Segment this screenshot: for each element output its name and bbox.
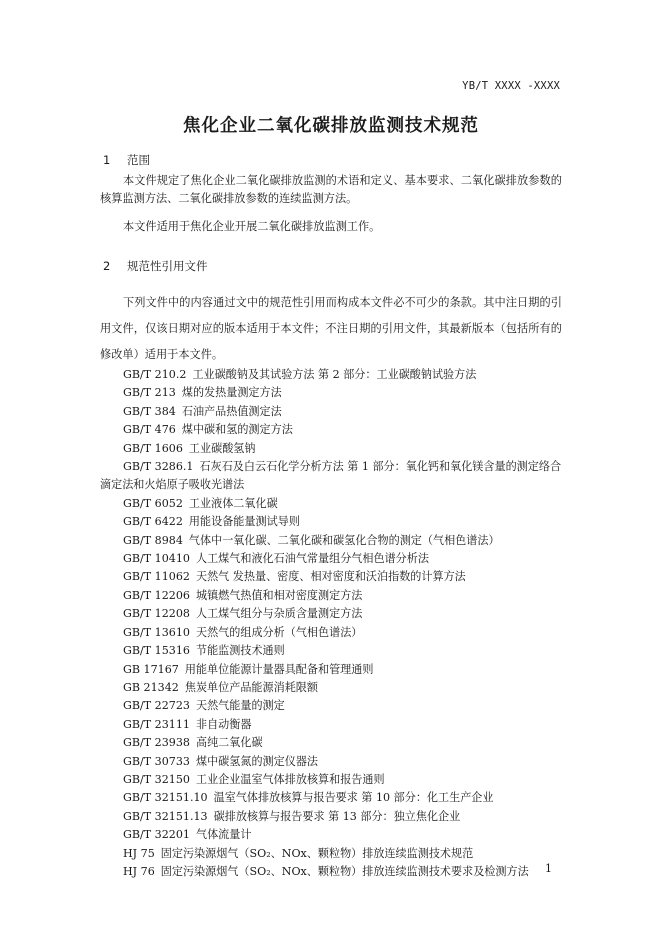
reference-code: GB/T 30733 [123, 754, 190, 768]
scope-paragraph-1: 本文件规定了焦化企业二氧化碳排放监测的术语和定义、基本要求、二氧化碳排放参数的核算监测方法、二氧化碳排放参数的连续监测方法。 [100, 174, 562, 205]
reference-item [100, 440, 562, 458]
reference-code: GB/T 32151.13 [123, 809, 208, 823]
standard-code: YB/T XXXX -XXXX [462, 80, 560, 92]
reference-code: GB/T 12208 [123, 607, 190, 621]
reference-item [100, 808, 562, 826]
reference-title: 天然气的组成分析（气相色谱法） [195, 625, 363, 639]
reference-item [100, 753, 562, 771]
reference-item [100, 642, 562, 660]
reference-item [100, 568, 562, 586]
reference-item [100, 789, 562, 807]
reference-title: 煤中碳氢氮的测定仪器法 [195, 754, 319, 768]
reference-code: GB/T 32201 [123, 828, 190, 842]
reference-code: GB/T 13610 [123, 625, 190, 639]
reference-item [100, 421, 562, 439]
document-title: 焦化企业二氧化碳排放监测技术规范 [183, 116, 479, 136]
reference-item [100, 716, 562, 734]
reference-item [100, 366, 562, 384]
reference-code: GB/T 10410 [123, 552, 190, 566]
section-heading-normative-references [103, 258, 208, 274]
reference-title: 煤的发热量测定方法 [181, 386, 282, 400]
reference-item [100, 863, 562, 881]
reference-code: GB/T 11062 [123, 570, 190, 584]
reference-title: 气体中一氧化碳、二氧化碳和碳氢化合物的测定（气相色谱法） [188, 533, 500, 547]
reference-code: GB/T 22723 [123, 699, 190, 713]
reference-item [100, 605, 562, 623]
section-number: 2 [103, 259, 111, 273]
reference-code: GB/T 32150 [123, 772, 190, 786]
reference-code: GB 17167 [123, 662, 179, 676]
reference-title: 高纯二氧化碳 [195, 736, 263, 750]
reference-item [100, 771, 562, 789]
reference-item [100, 587, 562, 605]
scope-paragraph-2: 本文件适用于焦化企业开展二氧化碳排放监测工作。 [123, 220, 381, 233]
reference-title: 工业企业温室气体排放核算和报告通则 [195, 772, 385, 786]
reference-title: 人工煤气和液化石油气常量组分气相色谱分析法 [195, 552, 429, 566]
reference-title: 煤中碳和氢的测定方法 [181, 423, 293, 437]
reference-code: HJ 76 [123, 864, 155, 878]
reference-item [100, 661, 562, 679]
reference-code: HJ 75 [123, 846, 155, 860]
reference-title: 固定污染源烟气（SO₂、NOx、颗粒物）排放连续监测技术要求及检测方法 [160, 864, 529, 878]
reference-title: 用能设备能量测试导则 [188, 515, 300, 529]
reference-code: GB/T 12206 [123, 588, 190, 602]
reference-code: GB/T 32151.10 [123, 791, 208, 805]
reference-item [100, 384, 562, 402]
reference-item [100, 532, 562, 550]
reference-item [100, 734, 562, 752]
reference-title: 温室气体排放核算与报告要求 第 10 部分：化工生产企业 [213, 791, 494, 805]
reference-title: 工业液体二氧化碳 [188, 496, 278, 510]
reference-code: GB/T 213 [123, 386, 176, 400]
reference-item [100, 697, 562, 715]
section-title: 范围 [127, 153, 150, 167]
reference-item [100, 403, 562, 421]
reference-code: GB/T 23938 [123, 736, 190, 750]
section-title: 规范性引用文件 [127, 259, 208, 273]
reference-title: 节能监测技术通则 [195, 644, 285, 658]
reference-code: GB/T 6052 [123, 496, 183, 510]
reference-title: 石油产品热值测定法 [181, 404, 282, 418]
reference-title: 城镇燃气热值和相对密度测定方法 [195, 588, 363, 602]
reference-item [100, 624, 562, 642]
reference-item [100, 679, 562, 697]
reference-title: 天然气能量的测定 [195, 699, 285, 713]
reference-code: GB/T 23111 [123, 717, 190, 731]
section-heading-scope [103, 152, 150, 168]
reference-title: 人工煤气组分与杂质含量测定方法 [195, 607, 363, 621]
reference-list [100, 366, 562, 881]
reference-title: 用能单位能源计量器具配备和管理通则 [184, 662, 374, 676]
reference-title: 工业碳酸钠及其试验方法 第 2 部分：工业碳酸钠试验方法 [192, 368, 477, 381]
section-number: 1 [103, 153, 111, 167]
reference-code: GB/T 15316 [123, 644, 190, 658]
reference-title: 天然气 发热量、密度、相对密度和沃泊指数的计算方法 [195, 570, 466, 584]
reference-item [100, 845, 562, 863]
reference-code: GB/T 476 [123, 423, 176, 437]
references-intro-paragraph: 下列文件中的内容通过文中的规范性引用而构成本文件必不可少的条款。其中注日期的引用文件，仅该日期对应的版本适用于本文件；不注日期的引用文件，其最新版本（包括所有的修改单）适用于本文件。 [100, 296, 562, 361]
reference-title: 石灰石及白云石化学分析方法 第 1 部分：氧化钙和氧化镁含量的测定络合滴定法和火焰原子吸收光谱法 [100, 460, 562, 492]
reference-title: 非自动衡器 [195, 717, 252, 731]
reference-title: 气体流量计 [195, 828, 252, 842]
reference-item [100, 513, 562, 531]
reference-code: GB/T 210.2 [123, 368, 187, 381]
reference-title: 碳排放核算与报告要求 第 13 部分：独立焦化企业 [213, 809, 461, 823]
reference-title: 焦炭单位产品能源消耗限额 [184, 680, 318, 694]
page-number: 1 [545, 862, 552, 875]
reference-title: 工业碳酸氢钠 [188, 441, 256, 455]
reference-item [100, 458, 562, 495]
reference-title: 固定污染源烟气（SO₂、NOx、颗粒物）排放连续监测技术规范 [160, 846, 474, 860]
reference-code: GB/T 1606 [123, 441, 183, 455]
reference-code: GB/T 384 [123, 404, 176, 418]
reference-code: GB/T 6422 [123, 515, 183, 529]
reference-code: GB/T 3286.1 [123, 460, 194, 474]
reference-item [100, 495, 562, 513]
reference-item [100, 550, 562, 568]
reference-code: GB/T 8984 [123, 533, 183, 547]
reference-item [100, 826, 562, 844]
reference-code: GB 21342 [123, 680, 179, 694]
